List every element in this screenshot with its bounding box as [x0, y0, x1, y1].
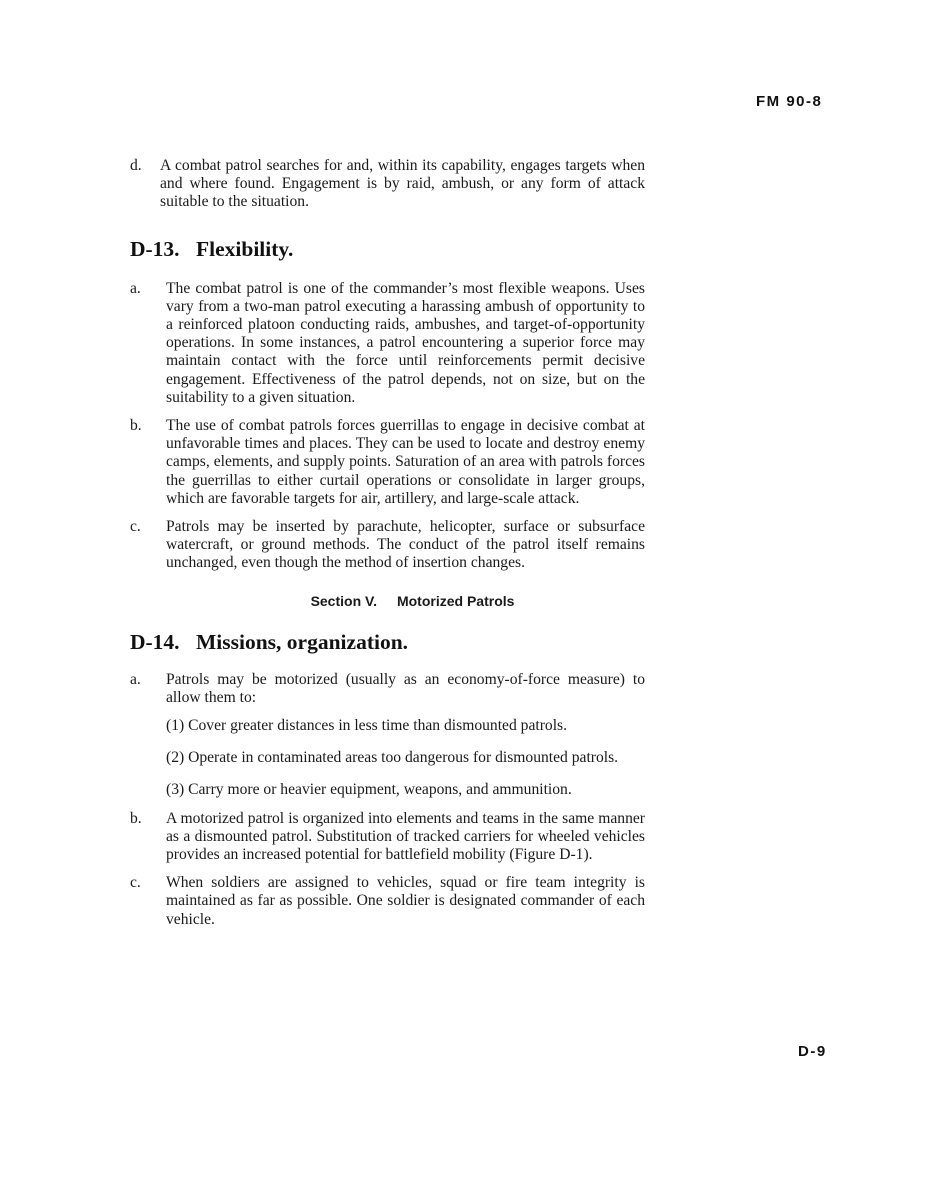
section-title: Missions, organization. — [196, 629, 409, 654]
list-item — [166, 717, 645, 735]
paragraph-label: a. — [130, 670, 141, 688]
section-heading-d13 — [130, 236, 645, 262]
paragraph-text: The combat patrol is one of the commander’s most flexible weapons. Uses vary from a two-man patrol executing a harassing ambush of opportunity to a reinforced platoon conducting raids, ambushes, and target-of-opportunity operations. In some instances, a patrol encountering a superior force may maintain contact with the force until reinforcements permit decisive engagement. Effectiveness of the patrol depends, not on size, but on the suitability to a given situation. — [166, 279, 645, 406]
paragraph-b — [130, 417, 645, 508]
section-label: Section V. — [310, 592, 377, 609]
paragraph-label: b. — [130, 809, 142, 827]
paragraph-text: A combat patrol searches for and, within its capability, engages targets when and where found. Engagement is by raid, ambush, or any form of attack suitable to the situation. — [160, 157, 645, 211]
paragraph-a — [130, 671, 645, 707]
section-subtitle-text: Motorized Patrols — [396, 592, 515, 609]
section-number: D-13. — [130, 236, 180, 261]
paragraph-text: Patrols may be inserted by parachute, helicopter, surface or subsurface watercraft, or ground methods. The conduct of the patrol itself remains unchanged, even though the method of insertion changes. — [166, 518, 645, 572]
page-content — [130, 157, 645, 929]
paragraph-label: c. — [130, 518, 141, 536]
paragraph-c — [130, 518, 645, 573]
paragraph-label: b. — [130, 417, 142, 435]
section-number: D-14. — [130, 629, 180, 654]
paragraph-b — [130, 810, 645, 865]
document-id: FM 90-8 — [756, 93, 823, 110]
list-item-text: (2) Operate in contaminated areas too dangerous for dismounted patrols. — [166, 749, 619, 767]
paragraph-d — [130, 157, 645, 212]
page-number: D-9 — [798, 1043, 827, 1060]
list-item — [166, 781, 645, 799]
section-title: Flexibility. — [196, 236, 294, 261]
paragraph-label: a. — [130, 279, 141, 297]
paragraph-text: A motorized patrol is organized into elements and teams in the same manner as a dismounted patrol. Substitution of tracked carriers for wheeled vehicles provides an increased potential for battlefield mobility (Figure D-1). — [166, 809, 645, 864]
section-heading-d14 — [130, 629, 645, 655]
paragraph-c — [130, 874, 645, 929]
section-subtitle — [130, 593, 645, 609]
paragraph-a — [130, 280, 645, 407]
paragraph-text: Patrols may be motorized (usually as an economy-of-force measure) to allow them to: — [166, 670, 645, 706]
list-item-text: (1) Cover greater distances in less time than dismounted patrols. — [166, 717, 568, 735]
paragraph-text: The use of combat patrols forces guerrillas to engage in decisive combat at unfavorable times and places. They can be used to locate and destroy enemy camps, elements, and supply points. Saturation of an area with patrols forces the guerrillas to either curtail operations or consolidate in larger groups, which are favorable targets for air, artillery, and large-scale attack. — [166, 417, 645, 507]
paragraph-text: When soldiers are assigned to vehicles, squad or fire team integrity is maintained as far as possible. One soldier is designated commander of each vehicle. — [166, 874, 645, 928]
list-item — [166, 749, 645, 767]
paragraph-label: d. — [130, 157, 142, 174]
list-item-text: (3) Carry more or heavier equipment, weapons, and ammunition. — [166, 781, 572, 799]
paragraph-label: c. — [130, 874, 141, 892]
